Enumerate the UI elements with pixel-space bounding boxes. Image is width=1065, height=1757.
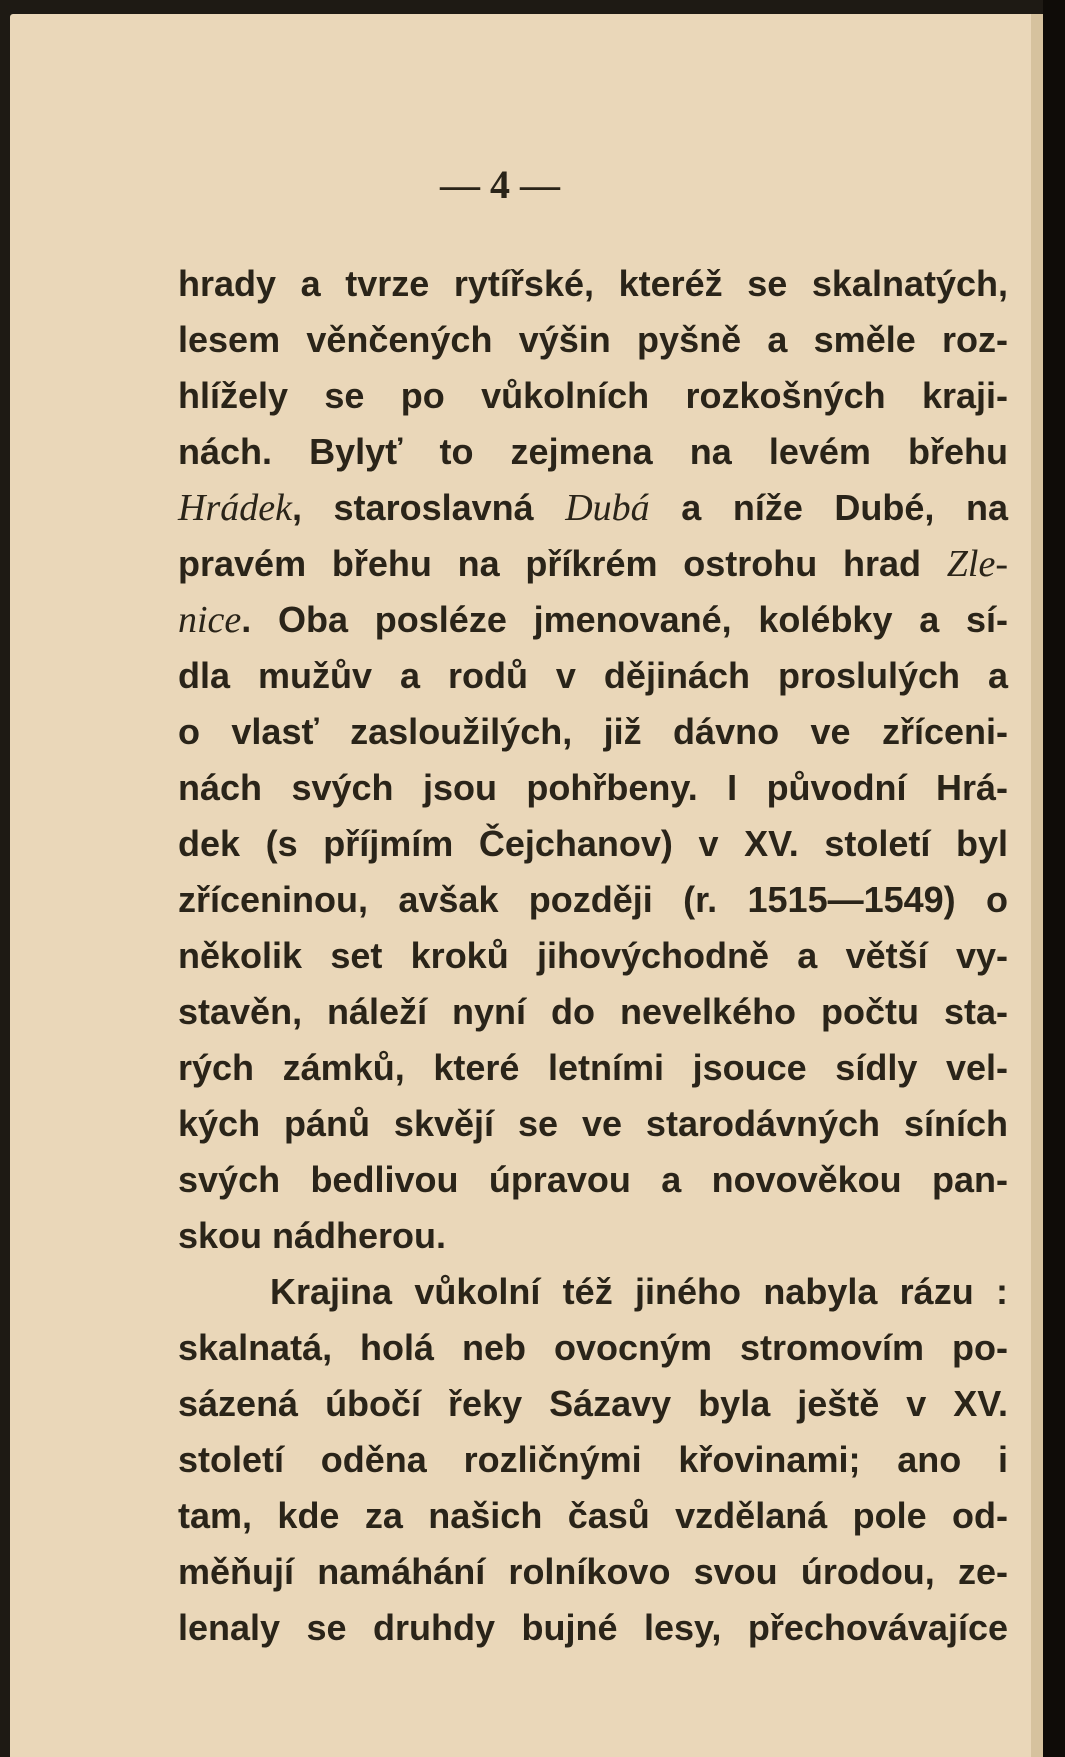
text-line: nách. Bylyť to zejmena na levém břehu (178, 431, 1008, 472)
text-line: století oděna rozličnými křovinami; ano i (178, 1439, 1008, 1480)
page-number: — 4 — (440, 162, 560, 207)
text-line: zříceninou, avšak později (r. 1515—1549) o (178, 879, 1008, 920)
text-line: svých bedlivou úpravou a novověkou pan- (178, 1159, 1008, 1200)
text-line: hlížely se po vůkolních rozkošných kraji- (178, 375, 1008, 416)
text-line: o vlasť zasloužilých, již dávno ve zříceni- (178, 711, 1008, 752)
text-line: rých zámků, které letními jsouce sídly vel- (178, 1047, 1008, 1088)
text-line: Krajina vůkolní též jiného nabyla rázu : (270, 1271, 1008, 1312)
text-line: hrady a tvrze rytířské, kteréž se skalnatých, (178, 263, 1008, 304)
text-line: skalnatá, holá neb ovocným stromovím po- (178, 1327, 1008, 1368)
text-line: několik set kroků jihovýchodně a větší vy- (178, 935, 1008, 976)
text-line: lesem věnčených výšin pyšně a směle roz- (178, 319, 1008, 360)
text-line: tam, kde za našich časů vzdělaná pole od- (178, 1495, 1008, 1536)
text-line: sázená úbočí řeky Sázavy byla ještě v XV. (178, 1383, 1008, 1424)
book-spine (1043, 0, 1065, 1757)
body-text (178, 256, 1008, 1656)
text-line: skou nádherou. (178, 1215, 447, 1256)
text-line: měňují namáhání rolníkovo svou úrodou, ze- (178, 1551, 1008, 1592)
text-line: Hrádek, staroslavná Dubá a níže Dubé, na (178, 487, 1008, 529)
text-line: pravém břehu na příkrém ostrohu hrad Zle- (178, 543, 1008, 585)
text-line: dek (s příjmím Čejchanov) v XV. století byl (178, 823, 1008, 864)
page-gutter (1031, 14, 1043, 1757)
text-line: nách svých jsou pohřbeny. I původní Hrá- (178, 767, 1008, 808)
text-line: nice. Oba posléze jmenované, kolébky a sí- (178, 599, 1008, 641)
text-line: dla mužův a rodů v dějinách proslulých a (178, 655, 1008, 696)
text-line: kých pánů skvějí se ve starodávných síních (178, 1103, 1008, 1144)
text-line: lenaly se druhdy bujné lesy, přechovávajíce (178, 1607, 1008, 1648)
text-line: stavěn, náleží nyní do nevelkého počtu sta- (178, 991, 1008, 1032)
